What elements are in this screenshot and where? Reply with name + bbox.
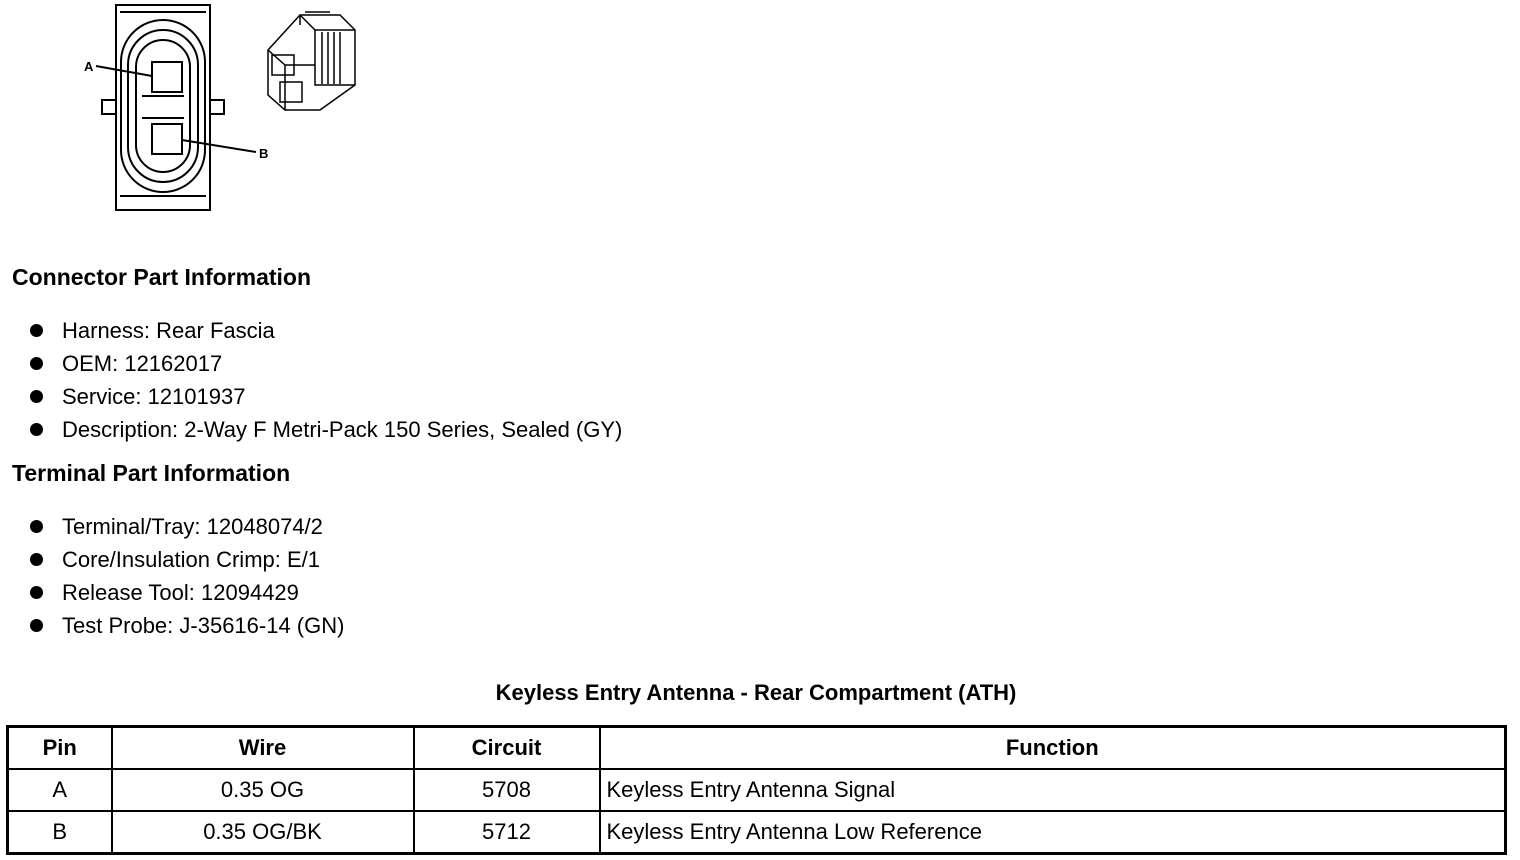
bullet-icon (30, 390, 43, 403)
list-item (28, 347, 622, 380)
list-item-text: Harness: Rear Fascia (62, 318, 275, 343)
list-item (28, 510, 344, 543)
table-row (8, 811, 1506, 854)
list-item (28, 314, 622, 347)
bullet-icon (30, 553, 43, 566)
list-item-text: Description: 2-Way F Metri-Pack 150 Series, Sealed (GY) (62, 417, 623, 442)
list-item-text: Terminal/Tray: 12048074/2 (62, 514, 323, 539)
bullet-icon (30, 357, 43, 370)
connector-diagram (60, 0, 380, 215)
list-item-text: Test Probe: J-35616-14 (GN) (62, 613, 345, 638)
connector-info-list (28, 314, 622, 446)
cell-pin: A (8, 769, 112, 811)
table-row (8, 769, 1506, 811)
column-header-function: Function (600, 727, 1506, 770)
pin-b-label: B (259, 146, 269, 161)
list-item-text: Core/Insulation Crimp: E/1 (62, 547, 320, 572)
table-header-row (8, 727, 1506, 770)
bullet-icon (30, 586, 43, 599)
bullet-icon (30, 520, 43, 533)
list-item-text: Service: 12101937 (62, 384, 246, 409)
cell-pin: B (8, 811, 112, 854)
list-item-text: OEM: 12162017 (62, 351, 223, 376)
terminal-info-title: Terminal Part Information (12, 460, 291, 486)
list-item (28, 609, 344, 642)
list-item-text: Release Tool: 12094429 (62, 580, 299, 605)
column-header-circuit: Circuit (414, 727, 600, 770)
cell-circuit: 5708 (414, 769, 600, 811)
terminal-info-list (28, 510, 344, 642)
cell-wire: 0.35 OG (112, 769, 414, 811)
pinout-table (6, 725, 1507, 855)
pinout-table-title: Keyless Entry Antenna - Rear Compartment (ATH) (495, 680, 1017, 705)
column-header-wire: Wire (112, 727, 414, 770)
list-item (28, 543, 344, 576)
bullet-icon (30, 423, 43, 436)
connector-info-title: Connector Part Information (12, 264, 312, 290)
cell-function: Keyless Entry Antenna Signal (600, 769, 1506, 811)
column-header-pin: Pin (8, 727, 112, 770)
list-item (28, 380, 622, 413)
list-item (28, 413, 622, 446)
pin-a-label: A (84, 59, 94, 74)
cell-wire: 0.35 OG/BK (112, 811, 414, 854)
bullet-icon (30, 324, 43, 337)
connector-isometric-icon (268, 12, 355, 110)
list-item (28, 576, 344, 609)
bullet-icon (30, 619, 43, 632)
cell-function: Keyless Entry Antenna Low Reference (600, 811, 1506, 854)
cell-circuit: 5712 (414, 811, 600, 854)
